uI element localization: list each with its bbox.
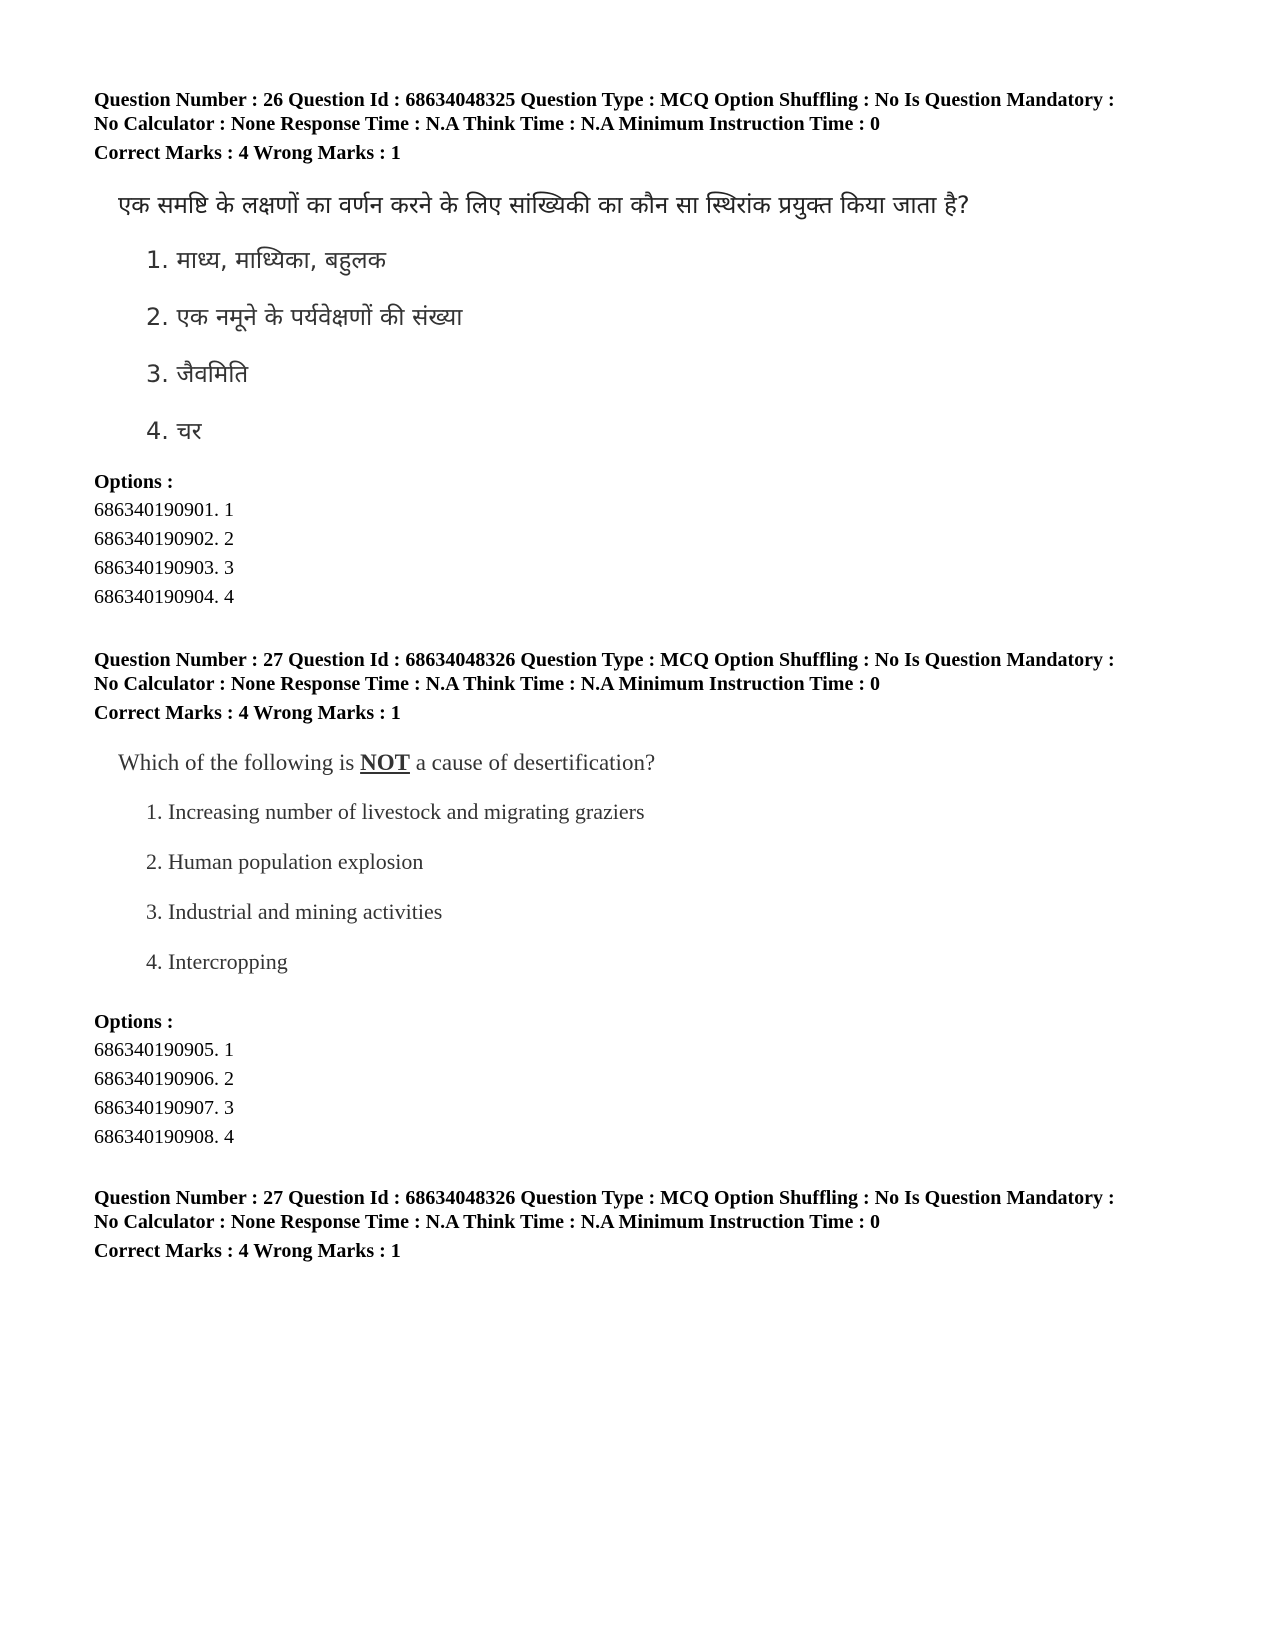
choice-item: 4. Intercropping — [146, 949, 288, 974]
question-meta-line2: No Calculator : None Response Time : N.A Think Time : N.A Minimum Instruction Time : 0 — [94, 673, 880, 695]
option-row: 686340190904. 4 — [94, 586, 234, 608]
choice-item: 4. चर — [146, 417, 202, 445]
option-row: 686340190908. 4 — [94, 1126, 234, 1148]
choice-item: 3. Industrial and mining activities — [146, 899, 443, 924]
option-row: 686340190902. 2 — [94, 528, 234, 550]
question-stem — [118, 745, 1214, 781]
question-content — [118, 745, 1214, 975]
options-label: Options : — [94, 471, 174, 493]
question-meta-line2: No Calculator : None Response Time : N.A Think Time : N.A Minimum Instruction Time : 0 — [94, 1211, 880, 1233]
question-marks: Correct Marks : 4 Wrong Marks : 1 — [94, 142, 401, 164]
choice-item: 1. माध्य, माध्यिका, बहुलक — [146, 246, 387, 274]
option-row: 686340190905. 1 — [94, 1039, 234, 1061]
question-block-27 — [94, 648, 1214, 975]
question-stem-emphasis: NOT — [360, 750, 410, 775]
option-row: 686340190907. 3 — [94, 1097, 234, 1119]
question-content — [118, 187, 1214, 447]
choice-item: 2. Human population explosion — [146, 849, 424, 874]
question-block-27-repeat — [94, 1186, 1214, 1263]
choice-list — [146, 799, 1214, 975]
question-meta-line1: Question Number : 27 Question Id : 68634048326 Question Type : MCQ Option Shuffling : No Is Question Mandatory : — [94, 649, 1115, 671]
question-stem-post: a cause of desertification? — [409, 750, 656, 775]
option-row: 686340190903. 3 — [94, 557, 234, 579]
question-stem-pre: Which of the following is — [118, 750, 361, 775]
question-meta-line2: No Calculator : None Response Time : N.A Think Time : N.A Minimum Instruction Time : 0 — [94, 113, 880, 135]
option-row: 686340190906. 2 — [94, 1068, 234, 1090]
question-marks: Correct Marks : 4 Wrong Marks : 1 — [94, 702, 401, 724]
question-stem: एक समष्टि के लक्षणों का वर्णन करने के लिए सांख्यिकी का कौन सा स्थिरांक प्रयुक्त किया जाता है? — [118, 191, 970, 219]
question-meta-line1: Question Number : 27 Question Id : 68634048326 Question Type : MCQ Option Shuffling : No Is Question Mandatory : — [94, 1187, 1115, 1209]
options-block-27 — [94, 1008, 1214, 1152]
option-row: 686340190901. 1 — [94, 499, 234, 521]
choice-item: 2. एक नमूने के पर्यवेक्षणों की संख्या — [146, 303, 463, 331]
question-block-26 — [94, 88, 1214, 447]
options-label: Options : — [94, 1011, 174, 1033]
choice-item: 3. जैवमिति — [146, 360, 249, 388]
choice-item: 1. Increasing number of livestock and migrating graziers — [146, 799, 645, 824]
options-block-26 — [94, 468, 1214, 612]
question-marks: Correct Marks : 4 Wrong Marks : 1 — [94, 1240, 401, 1262]
question-meta-line1: Question Number : 26 Question Id : 68634048325 Question Type : MCQ Option Shuffling : No Is Question Mandatory : — [94, 89, 1115, 111]
choice-list — [146, 243, 1214, 447]
